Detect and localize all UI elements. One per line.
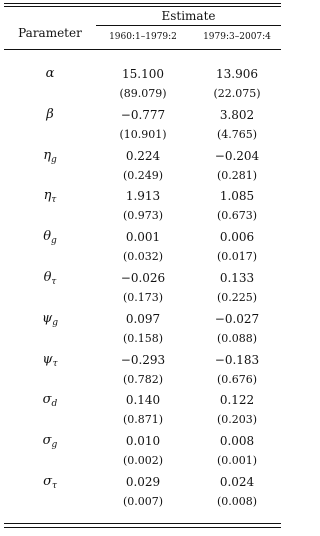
parameter-letter: ψ	[42, 310, 53, 326]
bottom-rule-outer	[4, 523, 281, 524]
parameter-subscript: τ	[51, 481, 57, 491]
top-rule-inner	[4, 6, 281, 7]
parameter-subscript: g	[51, 440, 58, 451]
table-row-standard-error	[0, 207, 285, 229]
table-row-standard-error	[0, 371, 285, 393]
table-row	[0, 65, 285, 87]
estimate-value: 1.913	[125, 189, 161, 204]
table-row-standard-error	[0, 452, 285, 474]
table-row-standard-error	[0, 330, 285, 352]
parameter-symbol	[4, 391, 96, 409]
estimate-value: −0.777	[120, 107, 166, 122]
parameter-subscript: d	[51, 399, 58, 410]
estimate-value: 0.133	[219, 271, 255, 285]
period-header-1: 1960:1–1979:2	[109, 32, 177, 42]
estimate-value: −0.026	[120, 271, 166, 285]
parameter-subscript: g	[51, 154, 57, 165]
table-row	[0, 473, 285, 495]
parameter-subscript: τ	[51, 195, 57, 206]
parameter-subscript: τ	[52, 358, 58, 369]
parameter-symbol	[4, 269, 96, 287]
parameter-letter: θ	[43, 270, 52, 285]
estimate-value: 0.140	[125, 393, 161, 408]
parameter-symbol	[4, 65, 96, 83]
estimate-value: 0.224	[125, 148, 161, 163]
standard-error: (0.225)	[216, 291, 258, 304]
table-row	[0, 147, 285, 169]
standard-error: (0.871)	[122, 413, 164, 427]
period-header-2: 1979:3–2007:4	[203, 32, 271, 42]
parameter-letter: σ	[43, 474, 52, 489]
parameter-symbol	[4, 351, 96, 369]
estimate-value: 15.100	[122, 67, 164, 81]
parameter-symbol	[4, 187, 96, 205]
estimate-header-rule	[96, 25, 281, 26]
estimate-value: 0.008	[219, 434, 255, 449]
table-row	[0, 187, 285, 209]
estimate-value: 0.029	[125, 475, 161, 489]
estimate-value: 0.010	[125, 434, 161, 449]
standard-error: (0.973)	[122, 209, 164, 223]
table-row	[0, 310, 285, 332]
standard-error: (0.001)	[216, 454, 258, 468]
standard-error: (0.158)	[122, 331, 164, 345]
table-row-standard-error	[0, 85, 285, 107]
parameter-symbol	[4, 106, 96, 124]
table-row-standard-error	[0, 126, 285, 148]
parameter-symbol	[4, 473, 96, 491]
standard-error: (4.765)	[216, 127, 258, 141]
parameter-subscript: τ	[51, 277, 57, 287]
parameter-symbol	[4, 310, 96, 328]
parameter-subscript: g	[51, 236, 57, 247]
table-row-standard-error	[0, 167, 285, 189]
standard-error: (22.075)	[213, 87, 261, 100]
estimate-value: 0.122	[219, 393, 255, 408]
standard-error: (0.281)	[216, 168, 258, 182]
parameter-symbol	[4, 228, 96, 246]
parameter-letter: η	[43, 188, 52, 204]
table-row	[0, 228, 285, 250]
table-row-standard-error	[0, 411, 285, 433]
standard-error: (0.203)	[216, 413, 258, 427]
estimate-value: −0.293	[120, 352, 166, 367]
parameter-header: Parameter	[18, 26, 82, 40]
standard-error: (0.673)	[216, 209, 258, 223]
estimate-value: −0.183	[214, 352, 260, 367]
table-row	[0, 351, 285, 373]
estimate-value: 3.802	[219, 107, 255, 122]
table-row	[0, 106, 285, 128]
parameter-letter: η	[43, 147, 52, 163]
estimate-value: 1.085	[219, 189, 255, 204]
header-bottom-rule	[4, 49, 281, 50]
parameter-symbol	[4, 432, 96, 450]
standard-error: (0.017)	[216, 250, 258, 264]
standard-error: (0.249)	[122, 168, 164, 182]
standard-error: (0.676)	[216, 372, 258, 386]
parameter-letter: ψ	[42, 351, 53, 367]
table-row-standard-error	[0, 248, 285, 270]
estimate-value: 0.024	[219, 475, 255, 489]
parameter-subscript: g	[52, 317, 58, 328]
standard-error: (0.002)	[122, 454, 164, 468]
table-row-standard-error	[0, 493, 285, 515]
estimate-value: 0.006	[219, 230, 255, 245]
parameter-symbol	[4, 147, 96, 165]
table-row-standard-error	[0, 289, 285, 311]
table-row	[0, 269, 285, 291]
estimate-header: Estimate	[161, 9, 216, 23]
standard-error: (89.079)	[119, 87, 167, 100]
parameter-letter: β	[46, 106, 54, 122]
standard-error: (0.032)	[122, 250, 164, 264]
standard-error: (0.782)	[122, 372, 164, 386]
table-row	[0, 432, 285, 454]
standard-error: (0.088)	[216, 331, 258, 345]
parameter-letter: σ	[42, 392, 52, 408]
table-row	[0, 391, 285, 413]
top-rule-outer	[4, 3, 281, 4]
standard-error: (0.007)	[122, 495, 164, 508]
estimate-value: −0.027	[214, 311, 260, 326]
standard-error: (0.008)	[216, 495, 258, 508]
estimate-value: −0.204	[214, 148, 260, 163]
estimate-value: 0.097	[125, 311, 161, 326]
bottom-rule-inner	[4, 527, 281, 528]
parameter-letter: α	[45, 66, 55, 81]
estimate-value: 0.001	[125, 230, 161, 245]
estimate-value: 13.906	[216, 67, 258, 81]
parameter-letter: σ	[42, 433, 52, 449]
standard-error: (10.901)	[119, 127, 167, 141]
parameter-letter: θ	[43, 229, 52, 245]
standard-error: (0.173)	[122, 291, 164, 304]
